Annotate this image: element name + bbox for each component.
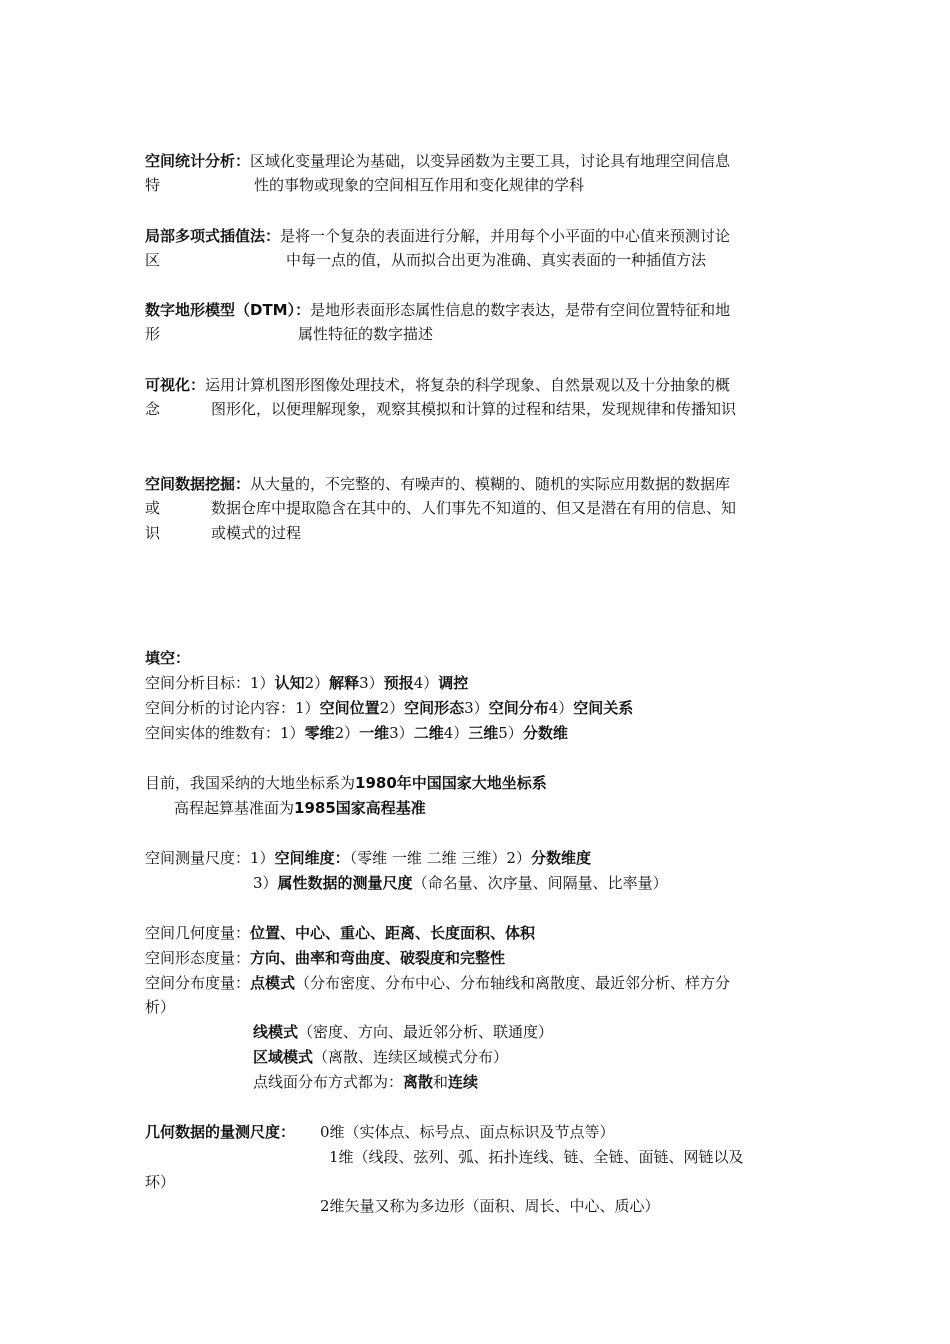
fill-answer: 二维 — [413, 724, 444, 742]
fill-text: 和 — [433, 1073, 449, 1091]
fill-text: （零维 一维 二维 三维） — [349, 849, 507, 867]
item-number: 5） — [498, 724, 523, 742]
item-number: 3） — [389, 724, 414, 742]
fill-dist-line1 — [145, 973, 730, 993]
definition-wrap-char: 念 — [145, 400, 161, 418]
definition-term: 数字地形模型（DTM）： — [145, 301, 311, 319]
definition-wrap-char: 区 — [145, 251, 161, 269]
item-number: 1） — [295, 699, 320, 717]
item-number: 1） — [280, 724, 305, 742]
definition-text: 是将一个复杂的表面进行分解，并用每个小平面的中心值来预测讨论 — [280, 227, 731, 245]
fill-dist-line2 — [253, 1022, 553, 1042]
definition-2-line1 — [145, 226, 730, 246]
fill-goals-line — [145, 673, 468, 693]
fill-answer: 三维 — [468, 724, 499, 742]
fill-scale-line1 — [145, 848, 591, 868]
fill-answer: 空间分布 — [488, 699, 549, 717]
definition-wrap-char: 特 — [145, 176, 161, 194]
fill-answer: 连续 — [448, 1073, 479, 1091]
definition-text: 运用计算机图形图像处理技术，将复杂的科学现象、自然景观以及十分抽象的概 — [205, 376, 731, 394]
fill-text: 目前，我国采纳的大地坐标系为 — [145, 774, 356, 792]
fill-measure-d1-wrap: 环） — [145, 1173, 176, 1191]
fill-answer: 一维 — [359, 724, 390, 742]
item-number: 4） — [548, 699, 574, 717]
item-number: 1） — [250, 674, 275, 692]
fill-answer: 1980年中国国家大地坐标系 — [355, 774, 547, 792]
definition-3-line2: 属性特征的数字描述 — [298, 325, 434, 343]
item-number: 2） — [304, 674, 330, 692]
fill-answer: 区域模式 — [253, 1048, 314, 1066]
fill-label: 空间实体的维数有： — [145, 724, 281, 742]
fill-dist-line4 — [253, 1072, 478, 1092]
item-number: 4） — [443, 724, 469, 742]
definition-wrap-char: 识 — [145, 524, 161, 542]
fill-label: 空间分析的讨论内容： — [145, 699, 296, 717]
fill-text: （命名量、次序量、间隔量、比率量） — [412, 874, 668, 892]
fill-answer: 零维 — [304, 724, 335, 742]
definition-4-line1 — [145, 375, 730, 395]
definition-3-line1 — [145, 300, 730, 320]
fill-answer: 空间维度： — [274, 849, 350, 867]
fill-label: 空间几何度量： — [145, 924, 251, 942]
fill-answer: 认知 — [274, 674, 305, 692]
fill-measure-d2: 2维矢量又称为多边形（面积、周长、中心、质心） — [320, 1197, 660, 1215]
fill-measure-label: 几何数据的量测尺度： — [145, 1123, 296, 1141]
definition-4-line2: 图形化，以便理解现象，观察其模拟和计算的过程和结果，发现规律和传播知识 — [211, 400, 737, 418]
fill-answer: 点模式 — [250, 974, 296, 992]
fill-answer: 分数维度 — [530, 849, 591, 867]
definition-text: 从大量的，不完整的、有噪声的、模糊的、随机的实际应用数据的数据库 — [250, 475, 731, 493]
fill-answer: 预报 — [383, 674, 414, 692]
definition-5-line1 — [145, 474, 730, 494]
fill-label: 空间形态度量： — [145, 949, 251, 967]
fill-height-line — [174, 798, 426, 818]
fill-measure-d1: 1维（线段、弦列、弧、拓扑连线、链、全链、面链、网链以及 — [329, 1148, 744, 1166]
fill-label: 空间测量尺度： — [145, 849, 251, 867]
fill-text: （密度、方向、最近邻分析、联通度） — [298, 1023, 554, 1041]
item-number: 3） — [253, 874, 278, 892]
definition-1-line1 — [145, 151, 730, 171]
fill-content-line — [145, 698, 633, 718]
fill-answer: 线模式 — [253, 1023, 299, 1041]
fill-answer: 属性数据的测量尺度 — [277, 874, 413, 892]
fill-dist-line3 — [253, 1047, 508, 1067]
definition-term: 空间统计分析： — [145, 152, 251, 170]
definition-text: 是地形表面形态属性信息的数字表达，是带有空间位置特征和地 — [310, 301, 731, 319]
fill-text: （离散、连续区域模式分布） — [313, 1048, 509, 1066]
fill-answer: 方向、曲率和弯曲度、破裂度和完整性 — [250, 949, 506, 967]
definition-5-line2: 数据仓库中提取隐含在其中的、人们事先不知道的、但又是潜在有用的信息、知 — [211, 499, 737, 517]
definition-1-line2: 性的事物或现象的空间相互作用和变化规律的学科 — [254, 176, 585, 194]
definition-5-line3: 或模式的过程 — [211, 524, 302, 542]
fill-measure-d0: 0维（实体点、标号点、面点标识及节点等） — [320, 1123, 615, 1141]
fill-answer: 空间形态 — [404, 699, 465, 717]
item-number: 2） — [379, 699, 405, 717]
definition-text: 区域化变量理论为基础，以变异函数为主要工具，讨论具有地理空间信息 — [250, 152, 731, 170]
fill-answer: 空间关系 — [573, 699, 634, 717]
definition-wrap-char: 形 — [145, 325, 161, 343]
fill-answer: 1985国家高程基准 — [294, 799, 426, 817]
fill-scale-line2 — [253, 873, 668, 893]
fill-answer: 解释 — [329, 674, 360, 692]
fill-answer: 位置、中心、重心、距离、长度面积、体积 — [250, 924, 536, 942]
item-number: 3） — [359, 674, 384, 692]
fill-dist-wrap: 析） — [145, 998, 176, 1016]
fill-text: （分布密度、分布中心、分布轴线和离散度、最近邻分析、样方分 — [295, 974, 731, 992]
definition-2-line2: 中每一点的值，从而拟合出更为准确、真实表面的一种插值方法 — [286, 251, 707, 269]
item-number: 3） — [464, 699, 489, 717]
fill-answer: 离散 — [403, 1073, 434, 1091]
fill-text: 点线面分布方式都为： — [253, 1073, 404, 1091]
fill-dims-line — [145, 723, 568, 743]
fill-heading: 填空： — [145, 649, 191, 667]
fill-answer: 分数维 — [522, 724, 568, 742]
item-number: 4） — [413, 674, 439, 692]
fill-morph-line — [145, 948, 505, 968]
item-number: 2） — [506, 849, 531, 867]
item-number: 2） — [334, 724, 360, 742]
fill-label: 空间分析目标： — [145, 674, 251, 692]
fill-text: 高程起算基准面为 — [174, 799, 295, 817]
fill-coord-line — [145, 773, 547, 793]
fill-answer: 调控 — [438, 674, 469, 692]
definition-term: 可视化： — [145, 376, 206, 394]
item-number: 1） — [250, 849, 275, 867]
definition-term: 局部多项式插值法： — [145, 227, 281, 245]
fill-geom-line — [145, 923, 535, 943]
definition-term: 空间数据挖掘： — [145, 475, 251, 493]
fill-answer: 空间位置 — [319, 699, 380, 717]
definition-wrap-char: 或 — [145, 499, 161, 517]
fill-label: 空间分布度量： — [145, 974, 251, 992]
